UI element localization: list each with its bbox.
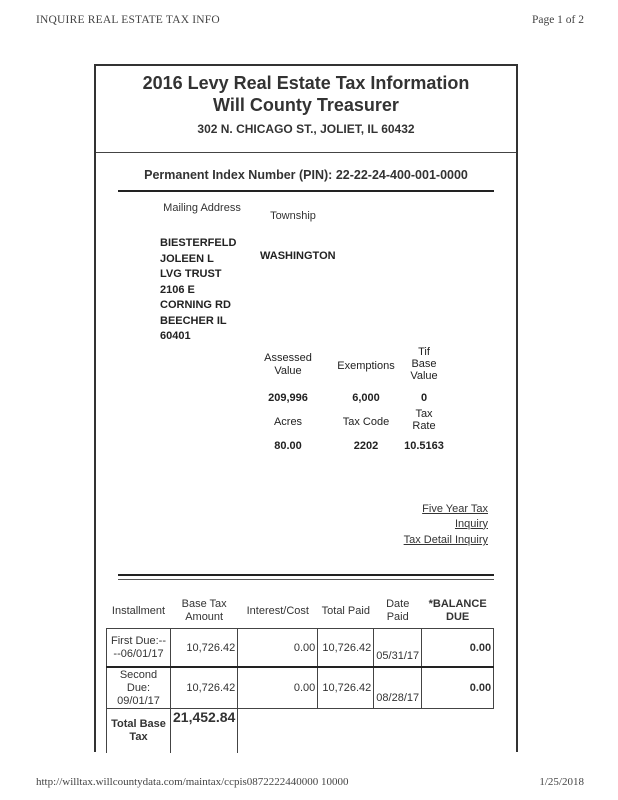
assessed-value-label: Assessed Value: [264, 352, 312, 377]
total-base-tax-value: 21,452.84: [171, 709, 238, 754]
total-paid-cell: 10,726.42: [318, 667, 374, 709]
inquiry-links: [398, 502, 488, 548]
table-row: [107, 629, 494, 668]
interest-cell: 0.00: [238, 629, 318, 668]
balance-due-cell: 0.00: [422, 667, 494, 709]
table-row: [107, 667, 494, 709]
five-year-tax-inquiry-link[interactable]: Five Year Tax Inquiry: [422, 503, 488, 530]
installment-header: Installment: [111, 604, 166, 617]
tax-code-label: Tax Code: [342, 416, 390, 428]
print-footer: [36, 776, 584, 790]
section-divider: [118, 574, 494, 576]
interest-cell: 0.00: [238, 667, 318, 709]
pin-label: Permanent Index Number (PIN):: [144, 168, 333, 182]
tax-detail-inquiry-link[interactable]: Tax Detail Inquiry: [403, 534, 488, 546]
mailing-line: CORNING RD: [160, 299, 231, 311]
date-paid-cell: 05/31/17: [374, 629, 422, 668]
base-tax-cell: 10,726.42: [171, 629, 238, 668]
print-footer-url: http://willtax.willcountydata.com/maintax/ccpis0872222440000 10000: [36, 776, 349, 788]
mailing-address: [160, 236, 260, 345]
title-block: [96, 72, 516, 136]
section-divider-thin: [118, 579, 494, 580]
mailing-line: LVG TRUST: [160, 268, 222, 280]
total-row: [107, 709, 494, 754]
page-title: 2016 Levy Real Estate Tax Information: [142, 73, 470, 93]
pin-value: 22-22-24-400-001-0000: [335, 168, 468, 182]
print-header: [36, 14, 584, 28]
print-header-title: INQUIRE REAL ESTATE TAX INFO: [36, 14, 220, 26]
exemptions-label: Exemptions: [337, 360, 395, 372]
treasurer-address: 302 N. CHICAGO ST., JOLIET, IL 60432: [197, 122, 415, 136]
base-tax-cell: 10,726.42: [171, 667, 238, 709]
total-paid-cell: 10,726.42: [318, 629, 374, 668]
print-header-page: Page 1 of 2: [531, 14, 584, 26]
exemptions-value: 6,000: [352, 392, 380, 404]
balance-due-header: *BALANCE DUE: [428, 598, 487, 623]
date-paid-cell: 08/28/17: [374, 667, 422, 709]
pin-divider: [118, 190, 494, 192]
page-subtitle: Will County Treasurer: [213, 95, 399, 115]
balance-due-cell: 0.00: [422, 629, 494, 668]
tax-rate-label: Tax Rate: [412, 408, 436, 432]
mailing-line: BIESTERFELD: [160, 237, 237, 249]
total-paid-header: Total Paid: [321, 604, 370, 617]
tax-code-value: 2202: [353, 440, 379, 452]
total-base-tax-label: Total Base Tax: [107, 709, 171, 754]
print-footer-date: 1/25/2018: [539, 776, 584, 788]
installment-table: [106, 594, 494, 753]
assessed-value: 209,996: [268, 392, 308, 404]
tax-rate-value: 10.5163: [404, 440, 444, 452]
interest-cost-header: Interest/Cost: [246, 604, 309, 617]
mailing-line: JOLEEN L: [160, 252, 214, 265]
title-divider: [96, 152, 516, 153]
mailing-line: 2106 E: [160, 283, 195, 296]
pin-line: [96, 168, 516, 182]
tif-base-value-label: Tif Base Value: [410, 346, 438, 382]
acres-value: 80.00: [274, 440, 302, 452]
installment-cell: First Due:-- --06/01/17: [107, 629, 171, 668]
township-label: Township: [270, 210, 316, 222]
mailing-line: BEECHER IL: [160, 314, 227, 327]
installment-cell: Second Due: 09/01/17: [107, 667, 171, 709]
mailing-line: 60401: [160, 330, 191, 342]
township-value: WASHINGTON: [260, 250, 336, 262]
tif-base-value: 0: [420, 392, 428, 404]
acres-label: Acres: [273, 416, 303, 428]
date-paid-header: Date Paid: [386, 598, 410, 623]
base-tax-header: Base Tax Amount: [181, 598, 227, 623]
mailing-address-label: Mailing Address: [163, 202, 241, 214]
table-header-row: [107, 594, 494, 629]
tax-info-frame: [94, 64, 518, 752]
